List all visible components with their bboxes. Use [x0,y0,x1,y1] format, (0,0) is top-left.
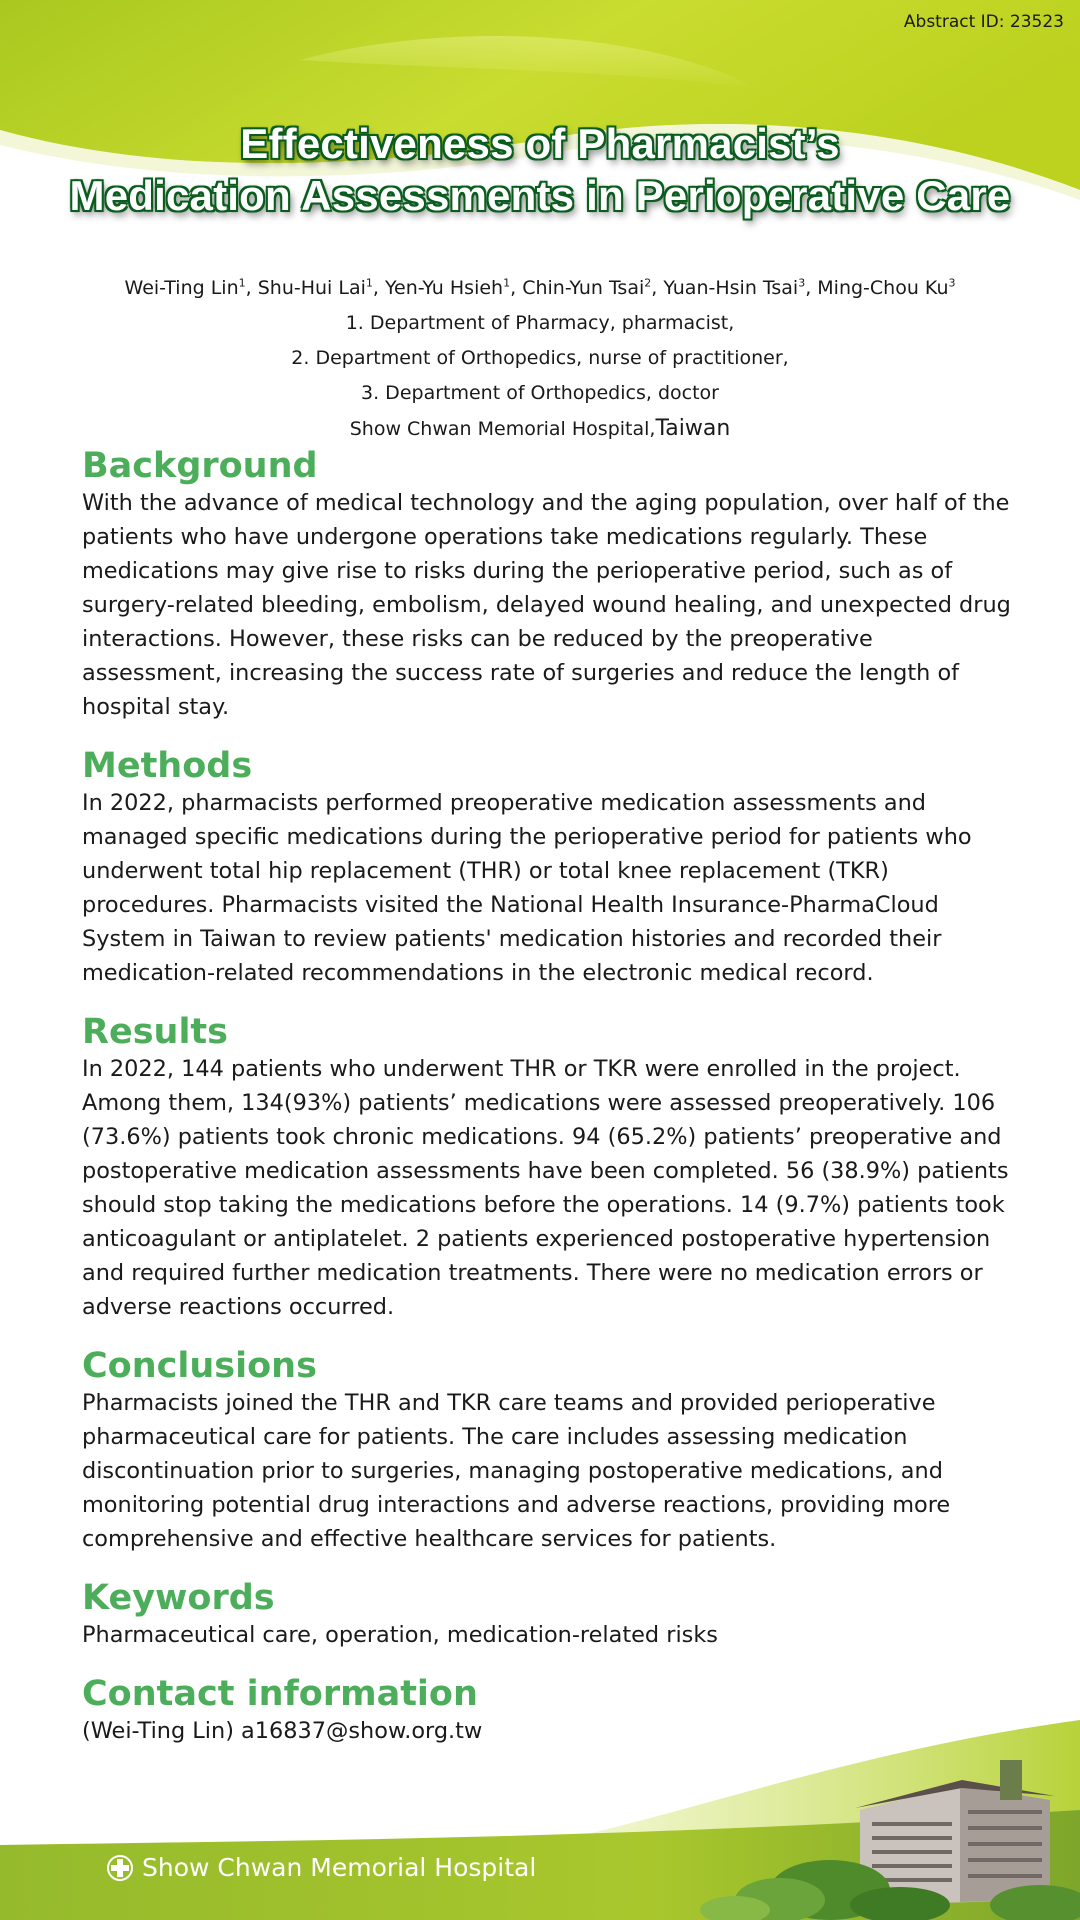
results-text: In 2022, 144 patients who underwent THR or TKR were enrolled in the project. Among them, 134(93%) patients’ medications were assessed preoperatively. 106 (73.6%) patients took chronic medications. 94 (65.2%) patients’ preoperative and postoperative medication assessments have been completed. 56 (38.9%) patients should stop taking the medications before the operations. 14 (9.7%) patients took anticoagulant or antiplatelet. 2 patients experienced postoperative hypertension and required further medication treatments. There were no medication errors or adverse reactions occurred. [82,1056,1009,1320]
footer-hospital-name: Show Chwan Memorial Hospital [142,1853,537,1882]
author: Ming-Chou Ku$^3$ [817,277,956,300]
hospital-emblem-icon [106,1854,134,1882]
affiliation-1: 1. Department of Pharmacy, pharmacist, [345,312,735,335]
methods-text: In 2022, pharmacists performed preoperative medication assessments and managed specific medications during the perioperative period for patients who underwent total hip replacement (THR) or total knee replacement (TKR) procedures. Pharmacists visited the National Health Insurance-PharmaCloud System in Taiwan to review patients' medication histories and recorded their medication-related recommendations in the electronic medical record. [82,790,972,986]
conclusions-text: Pharmacists joined the THR and TKR care teams and provided perioperative pharmaceutical care for patients. The care includes assessing medication discontinuation prior to surgeries, managing postoperative medications, and monitoring potential drug interactions and adverse reactions, providing more comprehensive and effective healthcare services for patients. [82,1390,951,1552]
affiliation-2: 2. Department of Orthopedics, nurse of practitioner, [291,347,789,370]
poster-content [82,446,1012,1770]
authors-affiliations [0,266,1080,447]
abstract-id: Abstract ID: 23523 [903,12,1064,32]
contact-heading: Contact information [82,1674,478,1714]
keywords-heading: Keywords [82,1578,275,1618]
contact-text: (Wei-Ting Lin) a16837@show.org.tw [82,1718,483,1744]
author: Wei-Ting Lin$^1$, [124,277,258,300]
results-heading: Results [82,1012,228,1052]
background-heading: Background [82,446,318,486]
background-text: With the advance of medical technology and the aging population, over half of the patients who have undergone operations take medications regularly. These medications may give rise to risks during the perioperative period, such as of surgery-related bleeding, embolism, delayed wound healing, and unexpected drug interactions. However, these risks can be reduced by the preoperative assessment, increasing the success rate of surgeries and reduce the length of hospital stay. [82,490,1011,720]
methods-heading: Methods [82,746,253,786]
conclusions-heading: Conclusions [82,1346,317,1386]
author: Yuan-Hsin Tsai$^3$, [663,277,818,300]
title-line-1: Effectiveness of Pharmacist’s [240,120,840,167]
author: Yen-Yu Hsieh$^1$, [384,277,523,300]
affiliation-hospital: Show Chwan Memorial Hospital,Taiwan [349,416,731,442]
author: Chin-Yun Tsai$^2$, [522,277,664,300]
keywords-text: Pharmaceutical care, operation, medication-related risks [82,1622,718,1648]
footer-hospital-logo [106,1853,536,1882]
author-list [0,266,1080,306]
author: Shu-Hui Lai$^1$, [257,277,385,300]
footer-banner [0,1690,1080,1920]
title-line-2: Medication Assessments in Perioperative Care [69,172,1011,219]
poster-title [0,118,1080,222]
affiliation-3: 3. Department of Orthopedics, doctor [361,382,719,405]
